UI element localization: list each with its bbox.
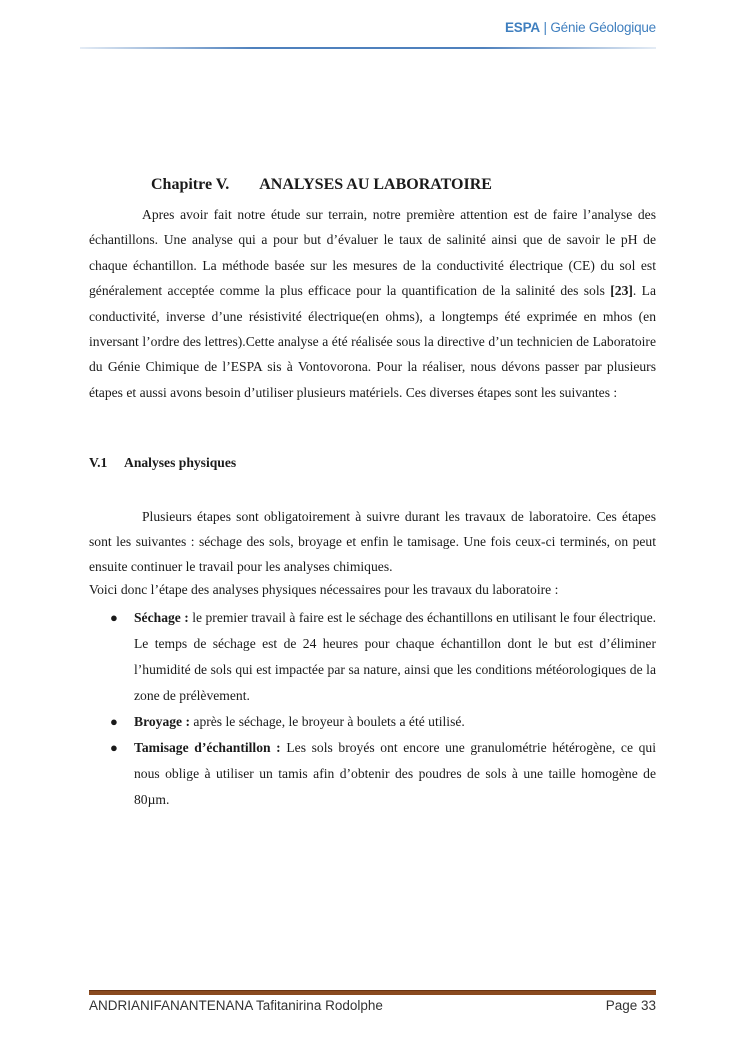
bullet-icon: ● xyxy=(110,714,118,729)
header-title: ESPA xyxy=(504,20,540,35)
chapter-label: Chapitre V. xyxy=(151,176,230,193)
footer-rule xyxy=(89,990,656,995)
paragraph-steps-text: Plusieurs étapes sont obligatoirement à suivre durant les travaux de laboratoire. Ces étapes sont les suivantes : séchage des sols, broyage et enfin le tamisage. Une fois ceux-ci terminés, on peut ensuite continuer le travail pour les analyses chimiques. xyxy=(89,509,656,575)
header-separator: | xyxy=(539,20,551,35)
list-item-term: Broyage : xyxy=(134,714,191,729)
list-item xyxy=(110,605,656,709)
paragraph-intro xyxy=(89,202,656,405)
header-subtitle: Génie Géologique xyxy=(550,20,656,35)
section-heading xyxy=(89,455,236,471)
list-item-text: le premier travail à faire est le séchage des échantillons en utilisant le four électrique. Le temps de séchage est de 24 heures pour chaque échantillon dont le but est d’éliminer l’humidité de sols qui est impactée par sa nature, ainsi que les conditions météorologiques de la zone de prélèvement. xyxy=(134,610,657,703)
list-intro: Voici donc l’étape des analyses physiques nécessaires pour les travaux du laboratoire : xyxy=(89,582,559,597)
list-item-term: Séchage : xyxy=(134,610,189,625)
chapter-title: ANALYSES AU LABORATOIRE xyxy=(259,176,492,193)
bullet-icon: ● xyxy=(110,740,118,755)
section-title: Analyses physiques xyxy=(124,455,237,470)
running-header xyxy=(505,20,656,35)
footer-author: ANDRIANIFANANTENANA Tafitanirina Rodolphe xyxy=(89,998,383,1013)
paragraph-intro-end: . La conductivité, inverse d’une résistivité électrique(en ohms), a longtemps été exprimée en mhos (en inversant l’ordre des lettres).Cette analyse a été réalisée sous la directive d’un technicien de Laboratoire du Génie Chimique de l’ESPA sis à Vontovorona. Pour la réaliser, nous dévons passer par plusieurs étapes et aussi avons besoin d’utiliser plusieurs matériels. Ces diverses étapes sont les suivantes : xyxy=(89,283,656,400)
header-rule xyxy=(80,47,656,49)
list-item xyxy=(110,735,656,813)
list-item-term: Tamisage d’échantillon : xyxy=(134,740,281,755)
footer-page-number: Page 33 xyxy=(605,998,656,1013)
section-number: V.1 xyxy=(89,455,108,470)
list-item xyxy=(110,709,656,735)
citation-ref: [23] xyxy=(610,283,633,299)
steps-list xyxy=(110,605,656,813)
bullet-icon: ● xyxy=(110,610,118,625)
paragraph-steps xyxy=(89,504,656,580)
chapter-heading xyxy=(151,176,492,194)
list-item-text: Les sols broyés ont encore une granulométrie hétérogène, ce qui nous oblige à utiliser un tamis afin d’obtenir des poudres de sols à une taille homogène de 80µm. xyxy=(134,740,656,807)
list-item-text: après le séchage, le broyeur à boulets a été utilisé. xyxy=(190,714,465,729)
paragraph-intro-text: Apres avoir fait notre étude sur terrain, notre première attention est de faire l’analyse des échantillons. Une analyse qui a pour but d’évaluer le taux de salinité ainsi que de savoir le pH de chaque échantillon. La méthode basée sur les mesures de la conductivité électrique (CE) du sol est généralement acceptée comme la plus efficace pour la quantification de la salinité des sols xyxy=(89,207,656,299)
